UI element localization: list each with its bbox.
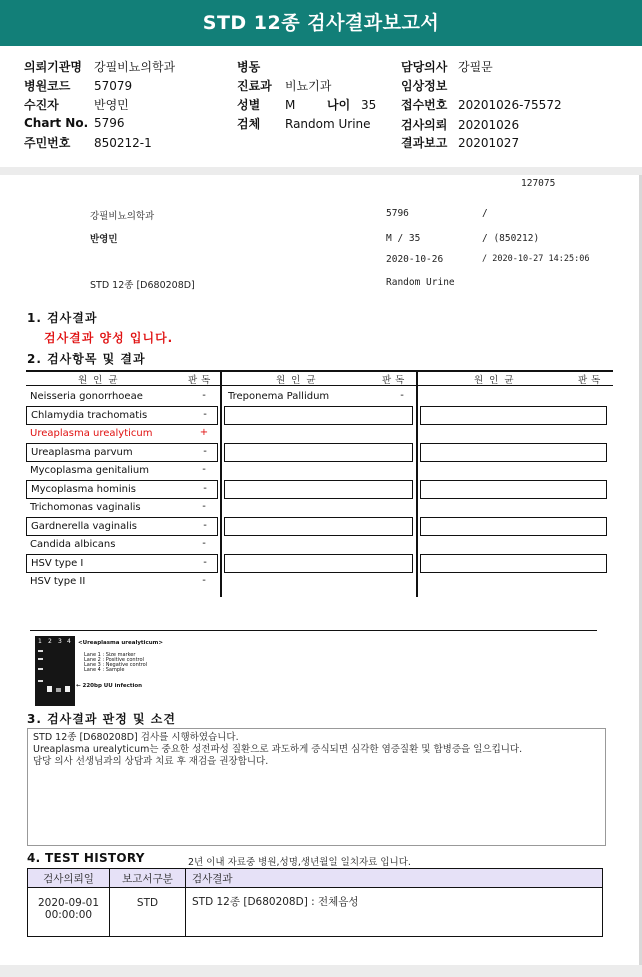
gel-legend-item: Lane 4 : Sample xyxy=(84,667,125,673)
header-doctor: 담당의사 강필문 xyxy=(401,60,493,74)
header-clinical-info: 임상정보 xyxy=(401,79,448,93)
col1-header-pathogen: 원인균 xyxy=(78,375,124,386)
empty-cell xyxy=(224,443,413,462)
gel-legend-item: Lane 3 : Negative control xyxy=(84,662,148,668)
history-note: 2년 이내 자료중 병원,성명,생년월일 일치자료 입니다. xyxy=(188,857,411,868)
bottom-band xyxy=(0,965,642,977)
lane-number: 2 xyxy=(48,638,52,645)
header-request-date: 검사의뢰 20201026 xyxy=(401,118,520,132)
report-specimen: Random Urine xyxy=(386,277,455,288)
section-1-title: 1. 검사결과 xyxy=(27,311,98,325)
history-time: 00:00:00 xyxy=(44,909,93,921)
report-birth: / (850212) xyxy=(482,233,540,244)
gel-band xyxy=(38,658,43,660)
history-table xyxy=(27,868,603,937)
result-row: Trichomonas vaginalis - xyxy=(30,501,206,513)
result-row: Neisseria gonorrhoeae - xyxy=(30,390,206,402)
gel-caption: <Ureaplasma urealyticum> xyxy=(78,640,163,646)
report-clinic: 강필비뇨의학과 xyxy=(90,211,155,222)
history-result: STD 12종 [D680208D] : 전체음성 xyxy=(186,888,603,937)
report-title: STD 12종 검사결과보고서 xyxy=(0,0,642,46)
report-sex-age: M / 35 xyxy=(386,233,421,244)
table-divider-2 xyxy=(416,370,418,597)
empty-cell xyxy=(224,480,413,499)
col1-header-result: 판독 xyxy=(188,375,215,386)
result-row-positive: Ureaplasma urealyticum + xyxy=(30,427,209,439)
col2-header-result: 판독 xyxy=(382,375,409,386)
header-report-date: 결과보고 20201027 xyxy=(401,136,520,150)
lane-number: 3 xyxy=(58,638,62,645)
col3-header-pathogen: 원인균 xyxy=(474,375,520,386)
header-sex: 성별 M xyxy=(237,98,296,112)
report-patient: 반영민 xyxy=(90,234,118,245)
opinion-line: STD 12종 [D680208D] 검사를 시행하였습니다. xyxy=(33,732,239,743)
history-type: STD xyxy=(110,888,186,937)
opinion-box xyxy=(27,728,606,846)
report-request-date: 2020-10-26 xyxy=(386,254,444,265)
opinion-line: 담당 의사 선생님과의 상담과 치료 후 재검을 권장합니다. xyxy=(33,756,269,767)
gel-band xyxy=(38,680,43,682)
gel-band xyxy=(65,686,70,692)
table-row xyxy=(28,888,603,937)
empty-cell xyxy=(224,406,413,425)
separator-band xyxy=(0,167,642,175)
positive-message: 검사결과 양성 입니다. xyxy=(44,331,174,345)
history-date-cell xyxy=(28,888,110,937)
lane-number: 1 xyxy=(38,638,42,645)
section-4-title: 4. TEST HISTORY xyxy=(27,851,145,865)
gel-band-label: ← 220bp UU infection xyxy=(76,683,143,689)
empty-cell xyxy=(420,517,607,536)
section-2-title: 2. 검사항목 및 결과 xyxy=(27,352,146,366)
section-3-title: 3. 검사결과 판정 및 소견 xyxy=(27,712,176,726)
gel-band xyxy=(38,668,43,670)
header-age: 나이 35 xyxy=(327,98,377,112)
history-date: 2020-09-01 xyxy=(37,897,100,909)
table-divider-1 xyxy=(220,370,222,597)
result-row: Mycoplasma genitalium - xyxy=(30,464,206,476)
header-chart-no: Chart No. 5796 xyxy=(24,116,125,130)
header-clinic-name: 의뢰기관명 강필비뇨의학과 xyxy=(24,60,176,74)
report-slash: / xyxy=(482,208,488,219)
report-number: 127075 xyxy=(521,178,556,189)
result-row: Ureaplasma parvum - xyxy=(26,443,218,462)
history-header-result: 검사결과 xyxy=(186,869,603,888)
result-row: Candida albicans - xyxy=(30,538,206,550)
empty-cell xyxy=(420,443,607,462)
empty-cell xyxy=(420,406,607,425)
empty-cell xyxy=(224,554,413,573)
opinion-line: Ureaplasma urealyticum는 중요한 성전파성 질환으로 과도하게 증식되면 심각한 염증질환 및 합병증을 일으킵니다. xyxy=(33,744,523,755)
header-receipt-no: 접수번호 20201026-75572 xyxy=(401,98,562,112)
result-row: Treponema Pallidum - xyxy=(228,390,404,402)
empty-cell xyxy=(420,480,607,499)
col2-header-pathogen: 원인균 xyxy=(276,375,322,386)
header-department: 진료과 비뇨기과 xyxy=(237,79,332,93)
col3-header-result: 판독 xyxy=(578,375,605,386)
empty-cell xyxy=(420,554,607,573)
lane-number: 4 xyxy=(67,638,71,645)
header-hospital-code: 병원코드 57079 xyxy=(24,79,133,93)
result-row: Gardnerella vaginalis - xyxy=(26,517,218,536)
gel-electrophoresis-image xyxy=(35,636,75,706)
empty-cell xyxy=(224,517,413,536)
gel-legend-item: Lane 2 : Positive control xyxy=(84,657,144,663)
report-datetime: / 2020-10-27 14:25:06 xyxy=(482,254,590,264)
result-row: HSV type II - xyxy=(30,575,206,587)
result-row: Chlamydia trachomatis - xyxy=(26,406,218,425)
gel-legend-item: Lane 1 : Size marker xyxy=(84,652,136,658)
gel-band xyxy=(38,650,43,652)
result-row: HSV type I - xyxy=(26,554,218,573)
history-header-type: 보고서구분 xyxy=(110,869,186,888)
header-patient: 수진자 반영민 xyxy=(24,98,129,112)
header-info xyxy=(0,46,642,167)
gel-band xyxy=(47,686,52,692)
report-test: STD 12종 [D680208D] xyxy=(90,280,195,291)
gel-band xyxy=(56,688,61,692)
history-header-date: 검사의뢰일 xyxy=(28,869,110,888)
gel-top-rule xyxy=(30,630,597,631)
header-ward: 병동 xyxy=(237,60,261,74)
header-specimen: 검체 Random Urine xyxy=(237,117,371,131)
result-row: Mycoplasma hominis - xyxy=(26,480,218,499)
report-chart: 5796 xyxy=(386,208,409,219)
header-resident-no: 주민번호 850212-1 xyxy=(24,136,152,150)
